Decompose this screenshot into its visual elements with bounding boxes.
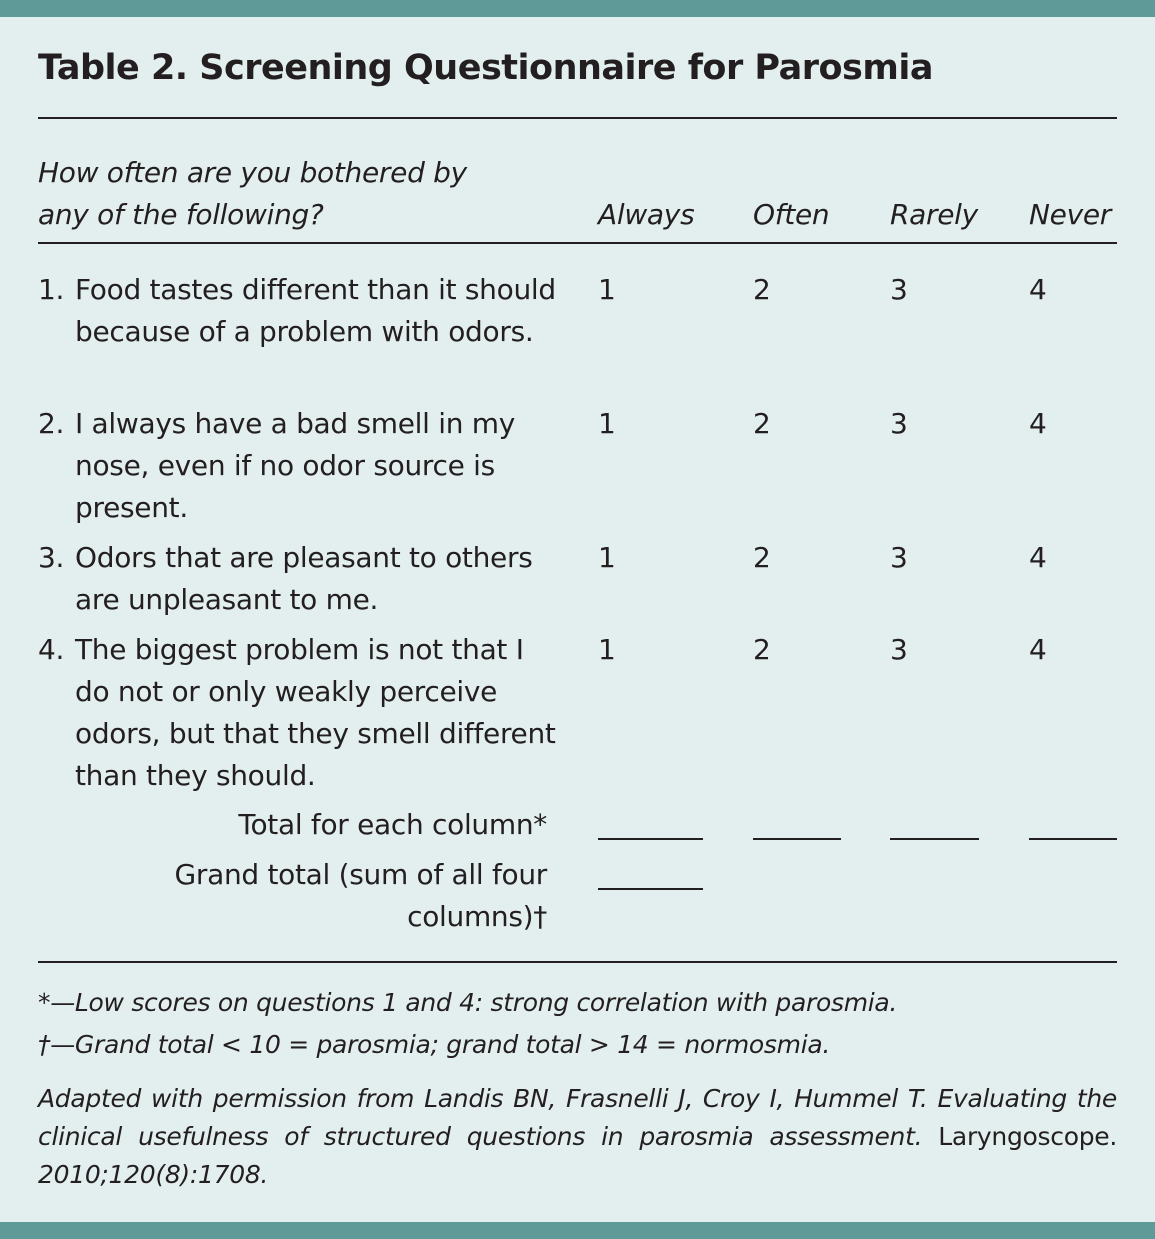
bottom-accent-bar	[0, 1222, 1155, 1239]
question-row	[38, 629, 558, 797]
column-total-label: Total for each column*	[238, 808, 547, 841]
question-header-2: any of the following?	[38, 198, 324, 231]
score-value: 2	[753, 633, 771, 666]
score-value: 2	[753, 541, 771, 574]
question-number: 4.	[38, 633, 65, 666]
blank-rarely	[890, 838, 979, 840]
question-row	[38, 269, 558, 353]
question-header: How often are you bothered by	[38, 156, 467, 189]
blank-always	[598, 838, 703, 840]
col-header-often: Often	[753, 198, 830, 231]
citation-journal: Laryngoscope.	[922, 1122, 1117, 1151]
citation	[38, 1080, 1117, 1194]
question-row	[38, 537, 558, 621]
question-number: 1.	[38, 273, 65, 306]
question-number: 2.	[38, 407, 65, 440]
footer-rule	[38, 961, 1117, 963]
citation-text: Adapted with permission from Landis BN, Frasnelli J, Croy I, Hummel T. Evaluating the clinical usefulness of structured questions in parosmia assessment.	[38, 1084, 1117, 1151]
question-text: I always have a bad smell in my nose, even if no odor source is present.	[75, 407, 515, 524]
blank-often	[753, 838, 841, 840]
score-value: 3	[890, 541, 908, 574]
score-value: 1	[598, 633, 616, 666]
score-value: 1	[598, 541, 616, 574]
footnote-2: †—Grand total < 10 = parosmia; grand total > 14 = normosmia.	[38, 1030, 831, 1059]
citation-ref: 2010;120(8):1708.	[38, 1160, 269, 1189]
score-value: 4	[1029, 633, 1047, 666]
score-value: 3	[890, 407, 908, 440]
blank-never	[1029, 838, 1117, 840]
grand-total-label-2: columns)†	[407, 900, 547, 933]
question-number: 3.	[38, 541, 65, 574]
blank-grand-total	[598, 888, 703, 890]
question-text: Food tastes different than it should because of a problem with odors.	[75, 273, 556, 348]
question-text: Odors that are pleasant to others are unpleasant to me.	[75, 541, 533, 616]
score-value: 2	[753, 407, 771, 440]
col-header-rarely: Rarely	[890, 198, 978, 231]
grand-total-label: Grand total (sum of all four	[174, 858, 547, 891]
score-value: 4	[1029, 273, 1047, 306]
top-accent-bar	[0, 0, 1155, 17]
table-title: Table 2. Screening Questionnaire for Parosmia	[38, 48, 933, 88]
question-row	[38, 403, 558, 529]
col-header-never: Never	[1029, 198, 1111, 231]
footnote-1: *—Low scores on questions 1 and 4: strong correlation with parosmia.	[38, 988, 898, 1017]
question-text: The biggest problem is not that I do not or only weakly perceive odors, but that they smell different than they should.	[75, 633, 556, 792]
header-rule	[38, 242, 1117, 244]
score-value: 1	[598, 273, 616, 306]
col-header-always: Always	[598, 198, 695, 231]
score-value: 1	[598, 407, 616, 440]
score-value: 4	[1029, 541, 1047, 574]
score-value: 3	[890, 633, 908, 666]
score-value: 4	[1029, 407, 1047, 440]
title-rule	[38, 117, 1117, 119]
score-value: 2	[753, 273, 771, 306]
score-value: 3	[890, 273, 908, 306]
